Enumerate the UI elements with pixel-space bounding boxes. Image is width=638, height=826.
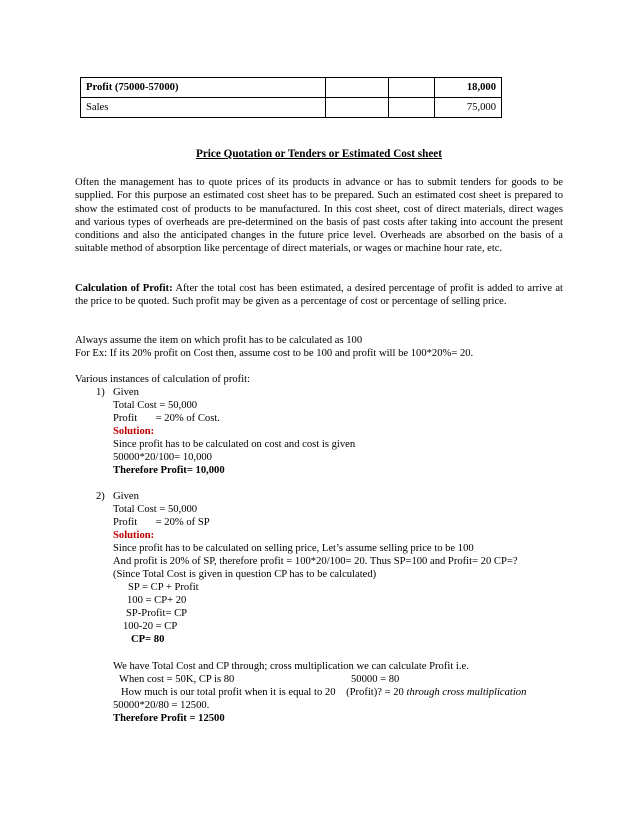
- ex2-cp-result: CP= 80: [131, 634, 165, 645]
- ex2-method-4: 50000*20/80 = 12500.: [113, 700, 210, 711]
- ex2-step-2: And profit is 20% of SP, therefore profit = 100*20/100= 20. Thus SP=100 and Profit= 20 CP=?: [113, 556, 518, 567]
- ex1-number: 1): [96, 387, 105, 398]
- ex1-solution-label: Solution:: [113, 426, 155, 437]
- ex2-total-cost: Total Cost = 50,000: [113, 504, 198, 515]
- assume-line-1: Always assume the item on which profit has to be calculated as 100: [75, 335, 363, 346]
- empty-cell: [325, 78, 388, 98]
- ex1-result: Therefore Profit= 10,000: [113, 465, 225, 476]
- ex2-given: Given: [113, 491, 139, 502]
- row-label: Sales: [81, 98, 326, 118]
- ex1-step-2: 50000*20/100= 10,000: [113, 452, 212, 463]
- calc-profit-paragraph: [75, 282, 563, 309]
- ex2-method-2a: When cost = 50K, CP is 80: [119, 674, 235, 685]
- empty-cell: [325, 98, 388, 118]
- ex2-step-1: Since profit has to be calculated on selling price, Let’s assume selling price to be 100: [113, 543, 474, 554]
- ex1-profit: Profit = 20% of Cost.: [113, 413, 220, 424]
- intro-paragraph: [75, 176, 563, 256]
- row-value: 75,000: [434, 98, 501, 118]
- ex1-total-cost: Total Cost = 50,000: [113, 400, 198, 411]
- ex2-equation-2: 100 = CP+ 20: [127, 595, 187, 606]
- assume-line-2: For Ex: If its 20% profit on Cost then, assume cost to be 100 and profit will be 100*20%= 20.: [75, 348, 474, 359]
- row-value: 18,000: [434, 78, 501, 98]
- cost-table: [80, 77, 502, 118]
- empty-cell: [389, 78, 435, 98]
- ex2-equation-1: SP = CP + Profit: [128, 582, 199, 593]
- section-heading: Price Quotation or Tenders or Estimated Cost sheet: [195, 148, 442, 160]
- ex2-equation-3: SP-Profit= CP: [126, 608, 188, 619]
- calc-profit-text: After the total cost has been estimated, a desired percentage of profit is added to arrive at the price to be quoted. Such profit may be given as a percentage of cost or percentage of selling price.: [75, 283, 564, 308]
- ex1-step-1: Since profit has to be calculated on cost and cost is given: [113, 439, 356, 450]
- ex2-result: Therefore Profit = 12500: [113, 713, 225, 724]
- ex2-step-3: (Since Total Cost is given in question CP has to be calculated): [113, 569, 377, 580]
- instances-title: Various instances of calculation of profit:: [75, 374, 251, 385]
- intro-text: Often the management has to quote prices of its products in advance or has to submit tenders for goods to be supplied. For this purpose an estimated cost sheet has to be prepared. Such an estimated cost sheet is prepared to show the estimated cost of products to be manufactured. In this cost sheet, cost of direct materials, direct wages and various types of overheads are pre-determined on the basis of past costs after taking into account the present conditions and also the anticipated changes in the future price level. Overheads are absorbed on the basis of a suitable method of absorption like percentage of direct materials, or wages or machine hour rate, etc.: [75, 177, 563, 255]
- table-row: [81, 98, 502, 118]
- ex2-method-3: [121, 686, 526, 699]
- ex2-solution-label: Solution:: [113, 530, 155, 541]
- row-label: Profit (75000-57000): [81, 78, 326, 98]
- ex2-method-2b: 50000 = 80: [351, 674, 400, 685]
- calc-profit-label: Calculation of Profit:: [75, 283, 173, 294]
- ex1-given: Given: [113, 387, 139, 398]
- ex2-method-1: We have Total Cost and CP through; cross multiplication we can calculate Profit i.e.: [113, 661, 469, 672]
- ex2-method-3-text: How much is our total profit when it is equal to 20 (Profit)? = 20: [121, 687, 407, 698]
- ex2-profit: Profit = 20% of SP: [113, 517, 210, 528]
- ex2-number: 2): [96, 491, 105, 502]
- empty-cell: [389, 98, 435, 118]
- ex2-method-3-italic: through cross multiplication: [406, 687, 527, 698]
- ex2-equation-4: 100-20 = CP: [123, 621, 178, 632]
- table-row: [81, 78, 502, 98]
